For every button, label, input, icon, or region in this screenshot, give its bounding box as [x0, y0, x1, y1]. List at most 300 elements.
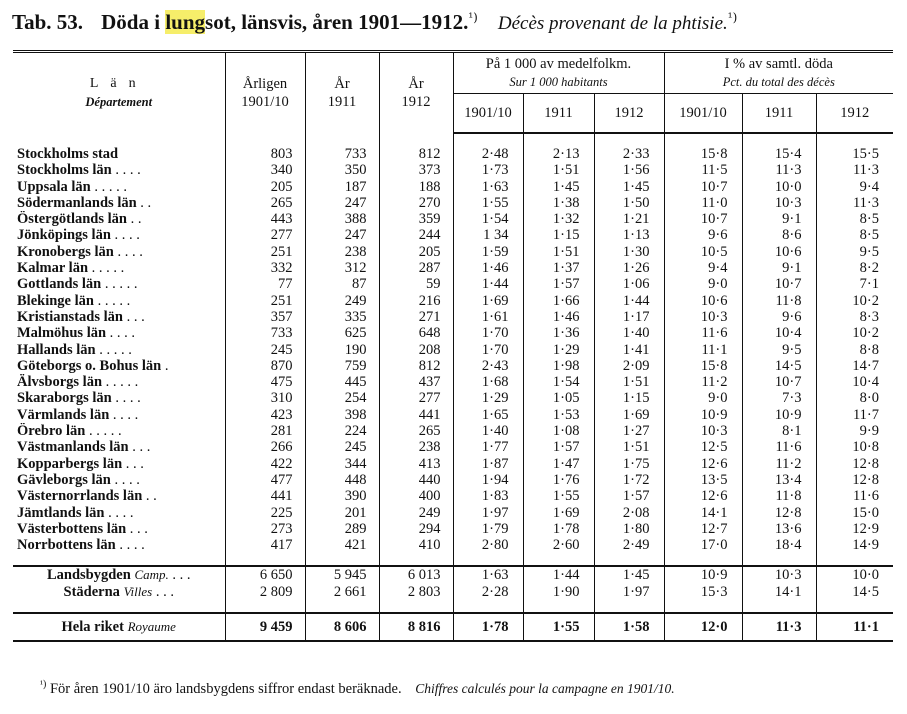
cell-a: 475	[225, 374, 305, 390]
cell-h: 15·4	[742, 146, 816, 162]
cell-i: 7·1	[816, 276, 893, 292]
cell-g: 10·6	[664, 293, 742, 309]
statistics-table	[13, 50, 893, 642]
table-row	[13, 325, 893, 341]
cell-f: 1·21	[594, 211, 664, 227]
cell-b: 421	[305, 537, 379, 553]
cell-d: 1·46	[453, 260, 523, 276]
row-name-text: Skaraborgs län	[17, 390, 112, 407]
table-number: Tab. 53.	[12, 10, 84, 34]
col-header-lan	[13, 52, 225, 134]
cell-e: 2·13	[523, 146, 594, 162]
cell-b: 390	[305, 488, 379, 504]
row-leader-dots: . . . .	[114, 227, 140, 244]
cell-g: 12·0	[664, 613, 742, 641]
cell-h: 12·8	[742, 505, 816, 521]
cell-a: 422	[225, 456, 305, 472]
cell-e: 1·05	[523, 390, 594, 406]
cell-d: 1·87	[453, 456, 523, 472]
cell-a: 2 809	[225, 584, 305, 600]
row-name-text: Västernorrlands län	[17, 488, 143, 505]
table-row	[13, 227, 893, 243]
row-name-text: Gottlands län	[17, 276, 102, 293]
cell-c: 188	[379, 179, 453, 195]
col-header-arligen	[225, 52, 305, 134]
cell-a: 870	[225, 358, 305, 374]
cell-i: 8·3	[816, 309, 893, 325]
cell-e: 1·51	[523, 162, 594, 178]
row-name-text: Kristianstads län	[17, 308, 123, 325]
cell-b: 625	[305, 325, 379, 341]
cell-a: 477	[225, 472, 305, 488]
cell-i: 9·5	[816, 244, 893, 260]
row-name	[13, 439, 225, 455]
cell-g: 11·1	[664, 342, 742, 358]
row-leader-dots: . .	[140, 194, 152, 211]
row-name	[13, 227, 225, 243]
cell-e: 1·46	[523, 309, 594, 325]
cell-c: 265	[379, 423, 453, 439]
title-french: Décès provenant de la phtisie.	[497, 13, 728, 34]
row-name	[13, 456, 225, 472]
cell-h: 9·6	[742, 309, 816, 325]
cell-c: 270	[379, 195, 453, 211]
cell-c: 238	[379, 439, 453, 455]
cell-a: 245	[225, 342, 305, 358]
row-name	[13, 276, 225, 292]
cell-c: 8 816	[379, 613, 453, 641]
table-row	[13, 456, 893, 472]
row-leader-dots: . . . .	[119, 537, 145, 554]
table-row	[13, 537, 893, 553]
cell-c: 294	[379, 521, 453, 537]
cell-a: 357	[225, 309, 305, 325]
cell-i: 11·7	[816, 407, 893, 423]
cell-c: 410	[379, 537, 453, 553]
cell-i: 10·2	[816, 293, 893, 309]
row-name-text: Norrbottens län	[17, 537, 116, 554]
cell-e: 1·08	[523, 423, 594, 439]
row-name	[13, 358, 225, 374]
row-name-text: Jönköpings län	[17, 227, 111, 244]
cell-e: 1·90	[523, 584, 594, 600]
cell-g: 9·4	[664, 260, 742, 276]
cell-i: 9·4	[816, 179, 893, 195]
table-row	[13, 260, 893, 276]
footnote	[40, 679, 900, 698]
row-name	[13, 584, 225, 600]
aggregate-row	[13, 584, 893, 600]
footnote-sv: För åren 1901/10 äro landsbygdens siffror endast beräknade.	[49, 680, 402, 697]
cell-b: 254	[305, 390, 379, 406]
title-footnote-ref: ¹)	[468, 10, 478, 25]
cell-e: 1·54	[523, 374, 594, 390]
col-header-1911-label: År	[334, 76, 350, 92]
cell-f: 1·80	[594, 521, 664, 537]
cell-b: 245	[305, 439, 379, 455]
cell-d: 1 34	[453, 227, 523, 243]
cell-i: 12·8	[816, 472, 893, 488]
cell-b: 5 945	[305, 566, 379, 583]
cell-f: 1·26	[594, 260, 664, 276]
row-name-text: Malmöhus län	[17, 325, 107, 342]
cell-a: 273	[225, 521, 305, 537]
cell-e: 1·51	[523, 244, 594, 260]
row-leader-dots: . . . . .	[104, 276, 138, 293]
row-name-text: Landsbygden	[46, 567, 131, 584]
cell-a: 443	[225, 211, 305, 227]
cell-h: 11·3	[742, 613, 816, 641]
row-name	[13, 505, 225, 521]
cell-f: 1·69	[594, 407, 664, 423]
row-name	[13, 309, 225, 325]
cell-g: 12·5	[664, 439, 742, 455]
row-leader-dots: . . . .	[109, 325, 136, 342]
col-group-per-1000-fr: Sur 1 000 habitants	[509, 75, 608, 89]
col-header-1912-label: År	[408, 76, 424, 92]
row-name	[13, 374, 225, 390]
cell-b: 344	[305, 456, 379, 472]
cell-c: 2 803	[379, 584, 453, 600]
cell-h: 10·6	[742, 244, 816, 260]
row-name-text: Värmlands län	[17, 406, 110, 423]
row-leader-dots: . . . . .	[88, 423, 122, 440]
cell-a: 266	[225, 439, 305, 455]
cell-b: 448	[305, 472, 379, 488]
row-leader-dots: . . . .	[114, 471, 140, 488]
col-header-lan-fr: Département	[85, 95, 153, 109]
col-group-pct-sv: I % av samtl. döda	[724, 56, 833, 72]
cell-c: 437	[379, 374, 453, 390]
table-row	[13, 162, 893, 178]
cell-a: 441	[225, 488, 305, 504]
cell-c: 440	[379, 472, 453, 488]
cell-f: 1·30	[594, 244, 664, 260]
cell-i: 8·5	[816, 227, 893, 243]
cell-g: 15·8	[664, 358, 742, 374]
cell-h: 11·6	[742, 439, 816, 455]
cell-f: 1·51	[594, 439, 664, 455]
cell-d: 2·28	[453, 584, 523, 600]
cell-d: 2·48	[453, 146, 523, 162]
col-group-per-1000	[453, 52, 664, 94]
cell-g: 9·6	[664, 227, 742, 243]
cell-e: 1·69	[523, 505, 594, 521]
row-name-text: Städerna	[63, 583, 120, 600]
row-name	[13, 342, 225, 358]
cell-b: 201	[305, 505, 379, 521]
row-name	[13, 325, 225, 341]
cell-f: 1·27	[594, 423, 664, 439]
cell-g: 11·5	[664, 162, 742, 178]
cell-g: 12·7	[664, 521, 742, 537]
cell-h: 10·7	[742, 374, 816, 390]
cell-d: 1·44	[453, 276, 523, 292]
cell-d: 1·29	[453, 390, 523, 406]
cell-b: 238	[305, 244, 379, 260]
row-name-text: Gävleborgs län	[17, 471, 111, 488]
cell-h: 11·8	[742, 488, 816, 504]
cell-h: 9·1	[742, 260, 816, 276]
cell-g: 9·0	[664, 276, 742, 292]
table-row	[13, 439, 893, 455]
row-name	[13, 423, 225, 439]
cell-g: 11·2	[664, 374, 742, 390]
row-name	[13, 613, 225, 641]
cell-h: 14·5	[742, 358, 816, 374]
cell-d: 2·80	[453, 537, 523, 553]
table-row	[13, 374, 893, 390]
cell-f: 2·49	[594, 537, 664, 553]
cell-c: 400	[379, 488, 453, 504]
table-row	[13, 244, 893, 260]
row-name-text: Västerbottens län	[17, 520, 127, 537]
cell-g: 10·7	[664, 179, 742, 195]
row-name	[13, 521, 225, 537]
col-group-pct	[664, 52, 893, 94]
cell-b: 2 661	[305, 584, 379, 600]
row-leader-dots: . . .	[129, 520, 148, 537]
cell-i: 14·9	[816, 537, 893, 553]
cell-a: 332	[225, 260, 305, 276]
cell-d: 1·69	[453, 293, 523, 309]
cell-g: 11·0	[664, 195, 742, 211]
cell-g: 17·0	[664, 537, 742, 553]
cell-f: 1·13	[594, 227, 664, 243]
row-name-text: Kalmar län	[17, 260, 89, 277]
cell-h: 7·3	[742, 390, 816, 406]
cell-f: 1·44	[594, 293, 664, 309]
row-name	[13, 537, 225, 553]
cell-a: 6 650	[225, 566, 305, 583]
sub-col-6: 1912	[816, 94, 893, 134]
cell-e: 1·37	[523, 260, 594, 276]
cell-d: 1·61	[453, 309, 523, 325]
row-leader-dots: .	[164, 357, 169, 374]
cell-h: 10·9	[742, 407, 816, 423]
table-row	[13, 309, 893, 325]
sub-col-5: 1911	[742, 94, 816, 134]
cell-d: 1·94	[453, 472, 523, 488]
cell-h: 9·1	[742, 211, 816, 227]
cell-a: 77	[225, 276, 305, 292]
table-row	[13, 423, 893, 439]
table-row	[13, 146, 893, 162]
row-name-fr: Villes	[123, 583, 153, 599]
cell-d: 1·54	[453, 211, 523, 227]
cell-e: 1·53	[523, 407, 594, 423]
table-row	[13, 211, 893, 227]
cell-f: 1·17	[594, 309, 664, 325]
cell-h: 8·6	[742, 227, 816, 243]
cell-h: 10·4	[742, 325, 816, 341]
cell-d: 1·77	[453, 439, 523, 455]
aggregate-row	[13, 566, 893, 583]
cell-c: 812	[379, 146, 453, 162]
row-name-text: Örebro län	[17, 423, 86, 440]
cell-f: 1·97	[594, 584, 664, 600]
row-leader-dots: . . . . .	[105, 374, 139, 391]
cell-b: 289	[305, 521, 379, 537]
cell-c: 216	[379, 293, 453, 309]
table-row	[13, 407, 893, 423]
col-header-1911	[305, 52, 379, 134]
cell-a: 251	[225, 293, 305, 309]
cell-a: 803	[225, 146, 305, 162]
row-name-text: Göteborgs o. Bohus län	[17, 357, 162, 374]
title-highlight: lung	[165, 10, 206, 34]
row-name	[13, 472, 225, 488]
row-name-text: Södermanlands län	[17, 194, 137, 211]
row-leader-dots: . .	[145, 488, 157, 505]
cell-h: 10·3	[742, 195, 816, 211]
cell-e: 1·66	[523, 293, 594, 309]
row-name	[13, 179, 225, 195]
cell-f: 1·57	[594, 488, 664, 504]
cell-c: 208	[379, 342, 453, 358]
cell-c: 271	[379, 309, 453, 325]
table-row	[13, 342, 893, 358]
cell-i: 8·8	[816, 342, 893, 358]
sub-col-2: 1911	[523, 94, 594, 134]
cell-d: 1·63	[453, 566, 523, 583]
row-name	[13, 407, 225, 423]
cell-i: 11·3	[816, 162, 893, 178]
row-leader-dots: . . . .	[108, 504, 134, 521]
cell-f: 1·56	[594, 162, 664, 178]
cell-i: 14·7	[816, 358, 893, 374]
cell-e: 1·45	[523, 179, 594, 195]
row-leader-dots: . . . .	[115, 162, 141, 179]
cell-a: 281	[225, 423, 305, 439]
cell-b: 247	[305, 195, 379, 211]
cell-d: 1·68	[453, 374, 523, 390]
cell-g: 10·5	[664, 244, 742, 260]
row-name-text: Älvsborgs län	[17, 374, 103, 391]
cell-i: 10·0	[816, 566, 893, 583]
cell-f: 1·40	[594, 325, 664, 341]
cell-b: 733	[305, 146, 379, 162]
cell-e: 1·47	[523, 456, 594, 472]
cell-b: 247	[305, 227, 379, 243]
row-name-text: Kronobergs län	[17, 243, 114, 260]
row-leader-dots: . . . . .	[91, 260, 125, 277]
row-name-text: Stockholms stad	[17, 146, 119, 162]
cell-b: 8 606	[305, 613, 379, 641]
cell-g: 10·9	[664, 407, 742, 423]
row-name-fr: Royaume	[127, 618, 176, 634]
cell-h: 10·3	[742, 566, 816, 583]
table-row	[13, 488, 893, 504]
cell-d: 1·55	[453, 195, 523, 211]
cell-b: 87	[305, 276, 379, 292]
row-name	[13, 244, 225, 260]
title-main	[101, 10, 468, 34]
sub-col-1: 1901/10	[453, 94, 523, 134]
cell-f: 1·15	[594, 390, 664, 406]
footnote-fr: Chiffres calculés pour la campagne en 1901/10.	[415, 680, 675, 696]
sub-col-3: 1912	[594, 94, 664, 134]
cell-e: 1·29	[523, 342, 594, 358]
cell-d: 1·70	[453, 325, 523, 341]
row-leader-dots: . . .	[155, 583, 174, 600]
cell-c: 205	[379, 244, 453, 260]
cell-i: 12·8	[816, 456, 893, 472]
row-name-text: Östergötlands län	[17, 211, 127, 228]
row-leader-dots: . . .	[126, 308, 145, 325]
cell-b: 312	[305, 260, 379, 276]
cell-c: 244	[379, 227, 453, 243]
cell-f: 1·72	[594, 472, 664, 488]
cell-h: 11·8	[742, 293, 816, 309]
cell-d: 1·65	[453, 407, 523, 423]
cell-h: 18·4	[742, 537, 816, 553]
row-name	[13, 390, 225, 406]
row-leader-dots: . . . . .	[97, 292, 131, 309]
cell-b: 187	[305, 179, 379, 195]
cell-c: 277	[379, 390, 453, 406]
cell-i: 15·5	[816, 146, 893, 162]
cell-i: 8·0	[816, 390, 893, 406]
cell-h: 13·6	[742, 521, 816, 537]
cell-c: 359	[379, 211, 453, 227]
cell-g: 12·6	[664, 456, 742, 472]
footnote-ref: ¹)	[40, 679, 47, 690]
table-row	[13, 179, 893, 195]
cell-e: 1·55	[523, 488, 594, 504]
cell-f: 1·06	[594, 276, 664, 292]
cell-i: 10·8	[816, 439, 893, 455]
cell-e: 1·98	[523, 358, 594, 374]
cell-c: 812	[379, 358, 453, 374]
col-header-1912	[379, 52, 453, 134]
col-header-1912-year: 1912	[401, 94, 431, 110]
row-name	[13, 146, 225, 162]
cell-a: 423	[225, 407, 305, 423]
cell-e: 1·44	[523, 566, 594, 583]
cell-a: 265	[225, 195, 305, 211]
cell-d: 1·79	[453, 521, 523, 537]
row-name	[13, 566, 225, 583]
row-name-text: Västmanlands län	[17, 439, 129, 456]
cell-c: 287	[379, 260, 453, 276]
cell-f: 1·75	[594, 456, 664, 472]
cell-g: 15·8	[664, 146, 742, 162]
cell-e: 1·38	[523, 195, 594, 211]
cell-i: 11·6	[816, 488, 893, 504]
cell-g: 10·9	[664, 566, 742, 583]
sub-col-4: 1901/10	[664, 94, 742, 134]
col-header-1911-year: 1911	[327, 94, 357, 110]
table-row	[13, 358, 893, 374]
cell-b: 388	[305, 211, 379, 227]
cell-h: 9·5	[742, 342, 816, 358]
cell-g: 11·6	[664, 325, 742, 341]
col-group-per-1000-sv: På 1 000 av medelfolkm.	[485, 56, 632, 72]
cell-c: 648	[379, 325, 453, 341]
cell-h: 11·3	[742, 162, 816, 178]
cell-d: 1·59	[453, 244, 523, 260]
cell-i: 10·4	[816, 374, 893, 390]
row-name	[13, 162, 225, 178]
cell-e: 1·55	[523, 613, 594, 641]
cell-d: 1·40	[453, 423, 523, 439]
row-leader-dots: . . . .	[112, 406, 139, 423]
cell-b: 398	[305, 407, 379, 423]
cell-b: 190	[305, 342, 379, 358]
cell-c: 59	[379, 276, 453, 292]
cell-a: 340	[225, 162, 305, 178]
